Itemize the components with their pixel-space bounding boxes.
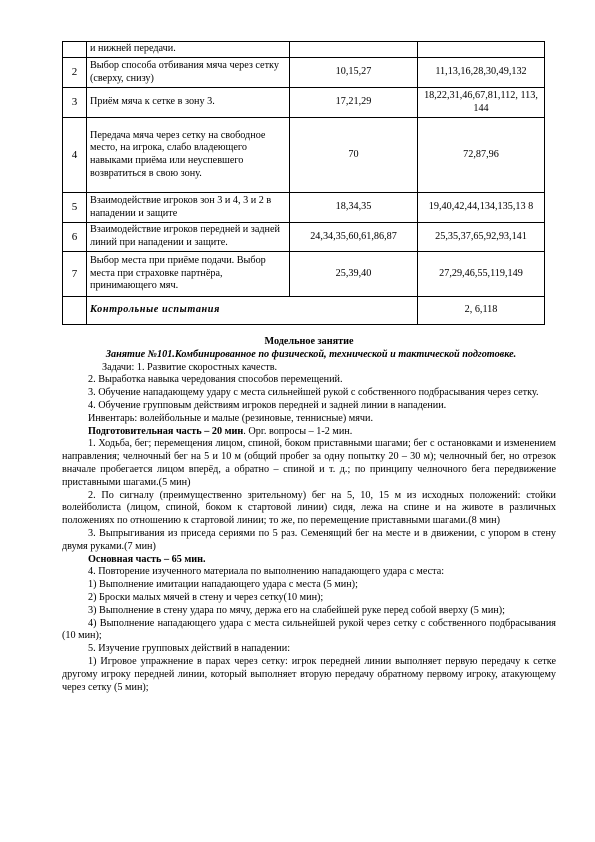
table-row: [63, 223, 545, 252]
control-tests-values: 2, 6,118: [418, 297, 545, 325]
row-col4: 19,40,42,44,134,135,13 8: [418, 193, 545, 223]
lesson-heading: Модельное занятие: [264, 336, 354, 347]
paragraph-4: 4. Повторение изученного материала по выполнению нападающего удара с места:: [88, 566, 445, 578]
paragraph-5: 5. Изучение групповых действий в нападении:: [88, 643, 291, 655]
task-3: 3. Обучение нападающему удару с места сильнейшей рукой с собственного подбрасывания через сетку.: [88, 387, 539, 399]
row-number: 2: [63, 58, 87, 88]
row-description: Взаимодействие игроков передней и задней линий при нападении и защите.: [87, 223, 290, 252]
row-description: Выбор места при приёме подачи. Выбор места при страховке партнёра, принимающего мяч.: [87, 252, 290, 297]
paragraph-3: 3. Выпрыгивания из приседа сериями по 5 раз. Семенящий бег на месте и в движении, с упором в стену двумя руками.(7 мин): [62, 527, 556, 552]
main-part-title: Основная часть – 65 мин.: [88, 553, 206, 565]
row-number: 6: [63, 223, 87, 252]
training-plan-table: [62, 41, 545, 325]
row-col3: 10,15,27: [290, 58, 418, 88]
lesson-subheading: Занятие №101.Комбинированное по физической, технической и тактической подготовке.: [105, 348, 517, 360]
paragraph-4-1: 1) Выполнение имитации нападающего удара с места (5 мин);: [88, 579, 358, 591]
row-number: 5: [63, 193, 87, 223]
prep-part-title: Подготовительная часть – 20 мин: [88, 425, 244, 437]
table-row: [63, 118, 545, 193]
row-col4: [418, 42, 545, 58]
control-tests-label: Контрольные испытания: [87, 297, 418, 325]
row-col4: 27,29,46,55,119,149: [418, 252, 545, 297]
paragraph-4-2: 2) Броски малых мячей в стену и через сетку(10 мин);: [88, 591, 324, 603]
paragraph-1: 1. Ходьба, бег; перемещения лицом, спиной, боком приставными шагами; бег с остановками и изменением направления; челночный бег на 5 и 10 м (общий пробег за одну попытку 20 – 30 м); челночный бег, но отрезок вначале пробегается лицом вперёд, а обратно – спиной и т. д.; по принципу челночного бега передвижение приставными шагами.(5 мин): [62, 438, 556, 488]
footer-number: [63, 297, 87, 325]
lesson-text: [62, 336, 556, 694]
row-col3: 70: [290, 118, 418, 193]
row-description: Взаимодействие игроков зон 3 и 4, 3 и 2 в нападении и защите: [87, 193, 290, 223]
table-row: [63, 42, 545, 58]
row-number: [63, 42, 87, 58]
row-col4: 18,22,31,46,67,81,112, 113, 144: [418, 88, 545, 118]
table-row: [63, 193, 545, 223]
paragraph-5-1: 1) Игровое упражнение в парах через сетку: игрок передней линии выполняет первую передачу к сетке другому игроку передней линии, который выполняет вторую передачу обратному первому игроку, атакующему через сетку (5 мин);: [62, 655, 556, 693]
paragraph-2: 2. По сигналу (преимущественно зрительному) бег на 5, 10, 15 м из исходных положений: стойки волейболиста (лицом, спиной, боком к стартовой линии) сидя, лежа на спине и на животе в различных положениях по отношению к стартовой линии; то же, по перемещение приставными шагами.(8 мин): [62, 489, 556, 527]
row-col3: 25,39,40: [290, 252, 418, 297]
task-2: 2. Выработка навыка чередования способов перемещений.: [88, 374, 343, 386]
prep-part-rest: . Орг. вопросы – 1-2 мин.: [243, 425, 353, 437]
task-4: 4. Обучение групповым действиям игроков передней и задней линии в нападении.: [88, 399, 447, 411]
table-row: [63, 252, 545, 297]
row-col3: 18,34,35: [290, 193, 418, 223]
row-col4: 25,35,37,65,92,93,141: [418, 223, 545, 252]
row-number: 7: [63, 252, 87, 297]
paragraph-4-4: 4) Выполнение нападающего удара с места сильнейшей рукой через сетку с собственного подбрасывания (10 мин);: [62, 617, 556, 642]
table-row: [63, 58, 545, 88]
table-row: [63, 88, 545, 118]
row-description: Приём мяча к сетке в зону 3.: [87, 88, 290, 118]
paragraph-4-3: 3) Выполнение в стену удара по мячу, держа его на слабейшей руке перед собой вверху (5 мин);: [88, 604, 505, 616]
row-number: 3: [63, 88, 87, 118]
row-col3: 17,21,29: [290, 88, 418, 118]
tasks-line: Задачи: 1. Развитие скоростных качеств.: [102, 361, 278, 373]
prep-part-line: [88, 426, 556, 439]
row-description: Передача мяча через сетку на свободное место, на игрока, слабо владеющего навыками приёма или неуспевшего возвратиться в свою зону.: [87, 118, 290, 193]
row-description: и нижней передачи.: [87, 42, 290, 58]
row-description: Выбор способа отбивания мяча через сетку (сверху, снизу): [87, 58, 290, 88]
table-footer-row: [63, 297, 545, 325]
row-col3: [290, 42, 418, 58]
row-col4: 11,13,16,28,30,49,132: [418, 58, 545, 88]
row-number: 4: [63, 118, 87, 193]
row-col3: 24,34,35,60,61,86,87: [290, 223, 418, 252]
row-col4: 72,87,96: [418, 118, 545, 193]
inventory-line: Инвентарь: волейбольные и малые (резиновые, теннисные) мячи.: [88, 412, 374, 424]
